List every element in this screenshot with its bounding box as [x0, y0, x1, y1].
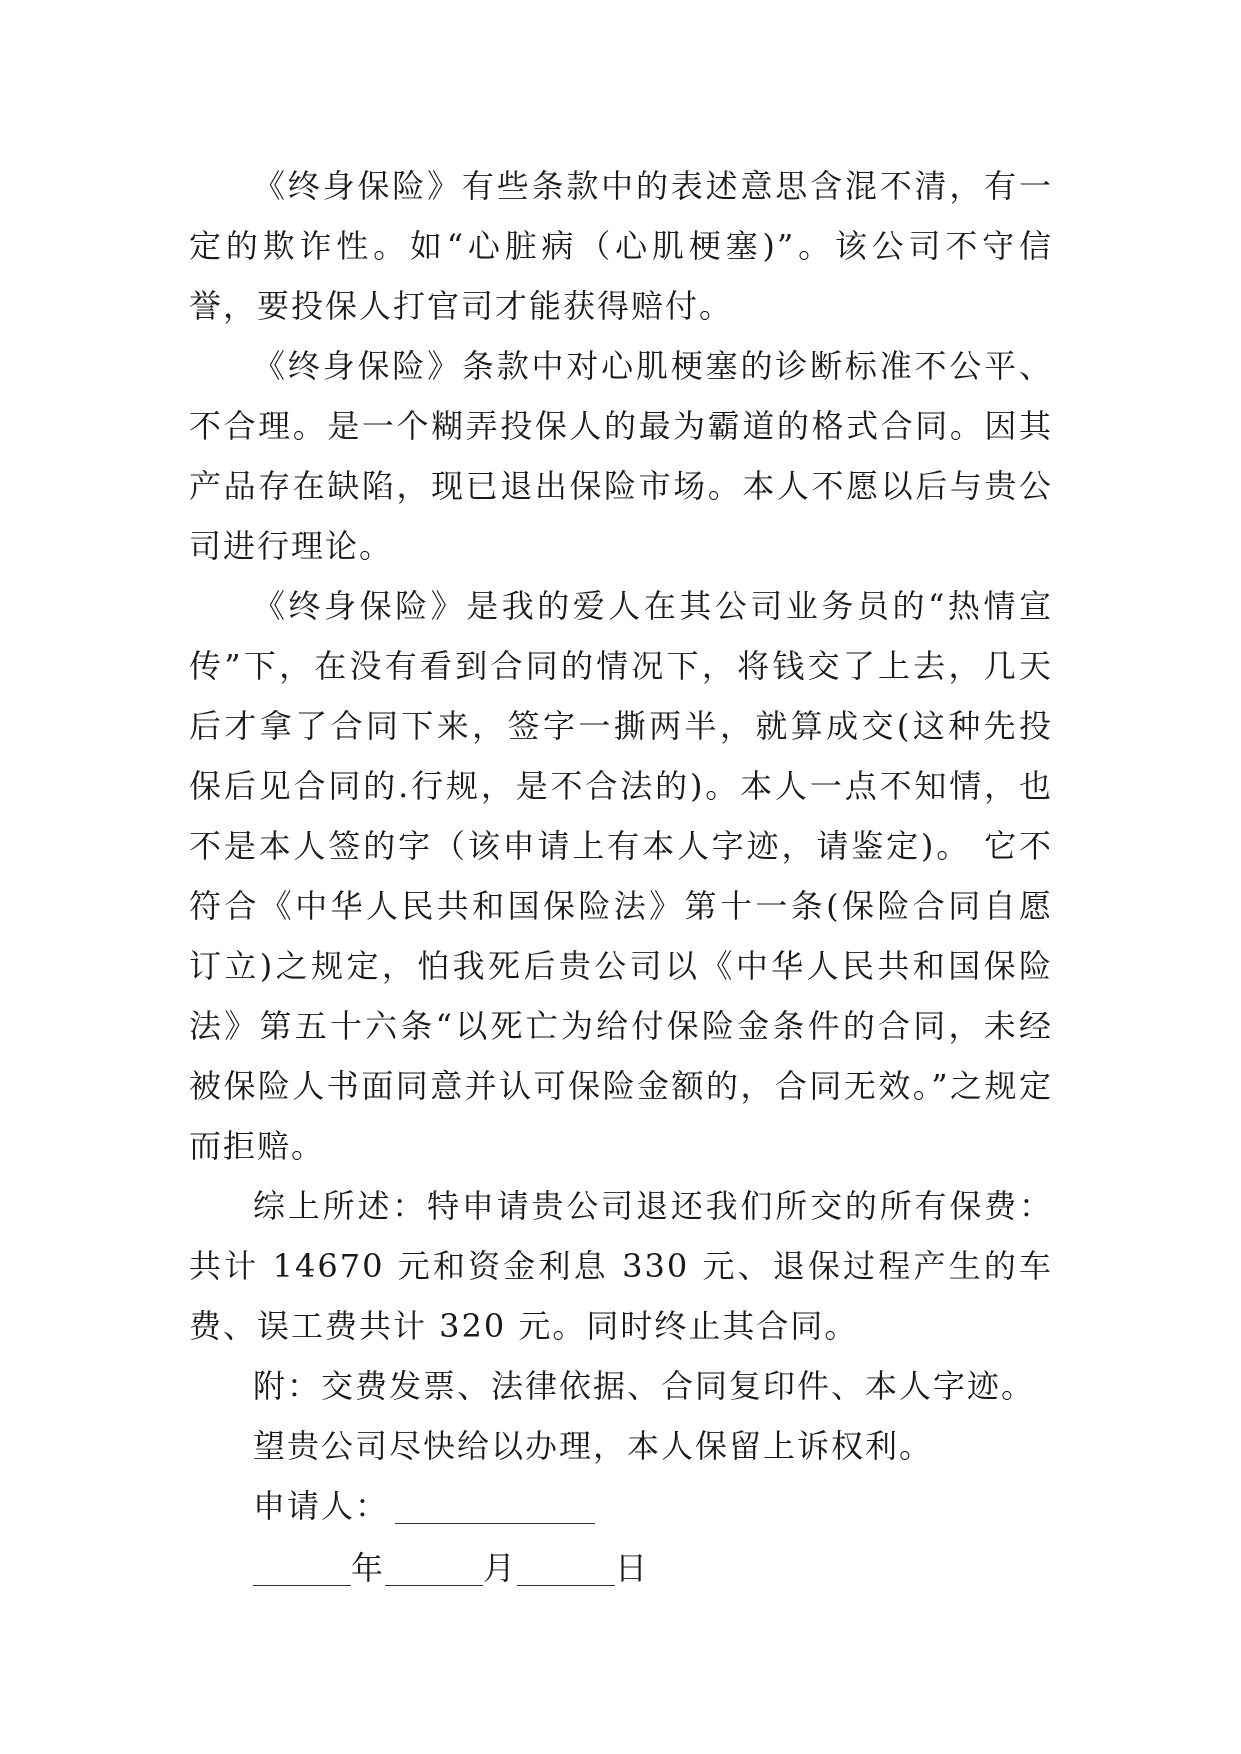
request-line: 望贵公司尽快给以办理，本人保留上诉权利。: [253, 1427, 934, 1465]
year-label: 年: [351, 1549, 386, 1587]
paragraph-1: 《终身保险》有些条款中的表述意思含混不清，有一定的欺诈性。如“心脏病（心肌梗塞)”。该公司不守信誉，要投保人打官司才能获得赔付。: [189, 167, 1053, 325]
year-blank: [253, 1551, 351, 1586]
date-line: [189, 1538, 1053, 1598]
month-blank: [385, 1551, 483, 1586]
paragraph-2: 《终身保险》条款中对心肌梗塞的诊断标准不公平、不合理。是一个糊弄投保人的最为霸道的格式合同。因其产品存在缺陷，现已退出保险市场。本人不愿以后与贵公司进行理论。: [189, 347, 1053, 565]
paragraph-3: 《终身保险》是我的爱人在其公司业务员的“热情宣传”下，在没有看到合同的情况下，将钱交了上去，几天后才拿了合同下来，签字一撕两半，就算成交(这种先投保后见合同的.行规，是不合法的)。本人一点不知情，也不是本人签的字（该申请上有本人字迹，请鉴定)。 它不符合《中华人民共和国保险法》第十一条(保险合同自愿订立)之规定，怕我死后贵公司以《中华人民共和国保险法》第五十六条“以死亡为给付保险金条件的合同，未经被保险人书面同意并认可保险金额的，合同无效。”之规定而拒赔。: [189, 587, 1053, 1165]
attachment-line: 附：交费发票、法律依据、合同复印件、本人字迹。: [253, 1367, 1036, 1405]
day-label: 日: [615, 1549, 650, 1587]
applicant-signature-blank: [395, 1489, 595, 1524]
document-body: [189, 156, 1053, 1598]
paragraph-4: 综上所述：特申请贵公司退还我们所交的所有保费：共计 14670 元和资金利息 330 元、退保过程产生的车费、误工费共计 320 元。同时终止其合同。: [189, 1187, 1053, 1345]
month-label: 月: [483, 1549, 518, 1587]
applicant-label: 申请人：: [253, 1487, 390, 1525]
day-blank: [517, 1551, 615, 1586]
applicant-line: [189, 1476, 1053, 1536]
